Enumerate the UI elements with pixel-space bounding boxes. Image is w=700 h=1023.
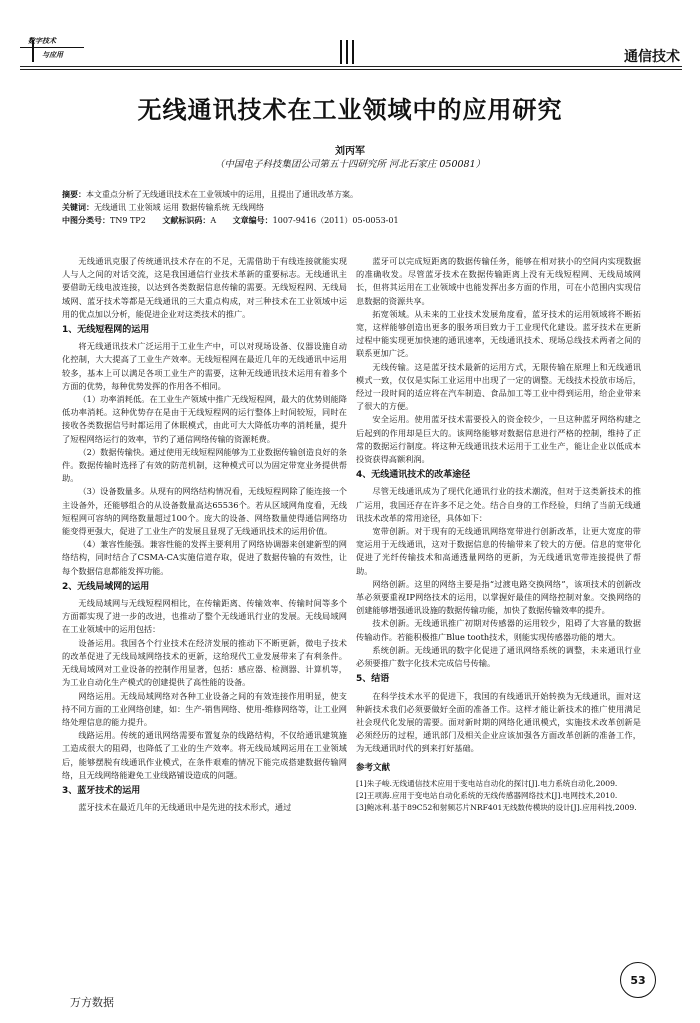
author-name: 刘丙军	[335, 146, 365, 157]
section-heading: 3、蓝牙技术的运用	[62, 785, 141, 796]
source-watermark: 万方数据	[70, 996, 114, 1009]
article-meta	[62, 188, 662, 227]
paragraph: 蓝牙可以完成短距离的数据传输任务，能够在相对狭小的空间内实现数据的准确收发。尽管蓝牙技术在数据传输距离上没有无线短程网、无线局域网长，但将其运用在工业领域中也能发挥出多方面的作用，可在小范围内实现信息数据的资源共享。	[356, 256, 641, 306]
header-bar	[352, 40, 354, 64]
paragraph: 将无线通讯技术广泛运用于工业生产中，可以对现场设备、仪器设施自动化控制，大大提高了工业生产效率。无线短程网在最近几年的无线通讯中运用较多，基本上可以满足各项工业生产的需要，这种无线通讯技术运用有着多个方面的优势，每种优势发挥的作用各不相同。	[62, 341, 347, 391]
article-number-value: 1007-9416（2011）05-0053-01	[272, 216, 399, 225]
paragraph: 尽管无线通讯成为了现代化通讯行业的技术潮流，但对于这类新技术的推广运用，我国还存在许多不足之处。结合自身的工作经验，归纳了当前无线通讯技术改革的常用途径，具体如下：	[356, 486, 641, 523]
classification-row	[62, 214, 662, 227]
paragraph: 系统创新。无线通讯的数字化促进了通讯网络系统的调整，未来通讯行业必须要推广数字化技术完成信号传输。	[356, 644, 641, 669]
header-bar	[346, 40, 348, 64]
article-number-label: 文章编号：	[232, 216, 273, 225]
abstract-text: 本文重点分析了无线通讯技术在工业领域中的运用，且提出了通讯改革方案。	[86, 190, 358, 199]
paragraph: 无线通讯克服了传统通讯技术存在的不足，无需借助于有线连接就能实现人与人之间的对话交流，这是我国通信行业技术革新的重要标志。无线通讯主要借助无线电波连接，以达到各类数据信息传输的需要。无线短程网、无线局域网、蓝牙技术等都是无线通讯的三大重点构成，对三种技术在工业领域中运用的优点加以分析，能促进企业对这类技术的推广。	[62, 256, 347, 319]
paragraph: 技术创新。无线通讯推广初期对传感器的运用较少，阻碍了大容量的数据传输动作。若能积极推广Blue tooth技术，则能实现传感器功能的增大。	[356, 618, 641, 642]
page-number: 53	[630, 973, 646, 987]
reference-item: [1]朱子峻.无线通信技术应用于变电站自动化的探讨[J].电力系统自动化,2009.	[356, 778, 618, 788]
paragraph: 线路运用。传统的通讯网络需要布置复杂的线路结构，不仅给通讯建筑施工造成很大的阻碍，也降低了工业的生产效率。将无线局域网运用在工业领域后，能够摆脱有线通讯作业模式，在条件艰难的情况下能完成搭建数据传输网络，且无线网络能避免工业线路铺设造成的问题。	[62, 730, 347, 780]
section-heading: 5、结语	[356, 674, 390, 685]
header-rule	[20, 69, 682, 70]
doc-label: 文献标识码：	[162, 216, 211, 225]
header-bars	[338, 40, 358, 64]
author-affiliation: （中国电子科技集团公司第五十四研究所 河北石家庄 050081）	[214, 159, 486, 170]
left-column	[62, 255, 347, 814]
paragraph: 在科学技术水平的促进下，我国的有线通讯开始转换为无线通讯，面对这种新技术我们必须要做好全面的准备工作。这样才能让新技术的推广使用满足社会现代化发展的需要。面对新时期的网络化通讯模式，实施技术改革创新是必须经历的过程，通讯部门及相关企业应该加强各方面改革创新的准备工作，为无线通讯时代的到来打好基础。	[356, 690, 641, 754]
page-header	[0, 0, 700, 72]
paragraph: 蓝牙技术在最近几年的无线通讯中是先进的技术形式，通过	[78, 802, 292, 813]
article-title: 无线通讯技术在工业领域中的应用研究	[137, 96, 563, 124]
paragraph: 宽带创新。对于现有的无线通讯网络宽带进行创新改革，让更大宽度的带宽运用于无线通讯，这对于数据信息的传输带来了较大的方便。信息的宽带化促进了光纤传输技术和高通透量网络的更新，为无线通讯宽带连接提供了帮助。	[356, 526, 641, 576]
paragraph: 网络运用。无线局域网络对各种工业设备之间的有效连接作用明显，使支持不同方面的工业网络创建，如：生产-销售网络、使用-维修网络等，让工业网络处理信息的能力提升。	[62, 690, 347, 727]
paragraph: （2）数据传输快。通过使用无线短程网能够为工业数据传输创造良好的条件。数据传输时选择了有效的防范机制，这种模式可以为固定带宽业务提供帮助。	[62, 446, 347, 484]
paragraph: （4）兼容性能强。兼容性能的发挥主要利用了网络协调器来创建新型的网络结构，同时结合了CSMA-CA实施信道存取，促进了数据传输的有效性，让每个数据信息都能发挥功能。	[62, 539, 347, 576]
keywords-row	[62, 201, 662, 214]
references-heading: 参考文献	[356, 762, 391, 773]
logo-line1: 数字技术	[28, 36, 56, 45]
keywords-text: 无线通讯 工业领域 运用 数据传输系统 无线网络	[94, 203, 265, 212]
journal-logo	[20, 36, 84, 64]
clc-value: TN9 TP2	[110, 216, 146, 225]
abstract-label: 摘要：	[62, 190, 86, 199]
paragraph: （1）功率消耗低。在工业生产领域中推广无线短程网，最大的优势则能降低功率消耗。这种优势存在是由于无线短程网的运行整体上时间较短，同时在接收各类数据信号时都运用了休眠模式，由此可大大降低功率的消耗量，提升了短程网络运行的效率，节约了通信网络传输的资源耗费。	[62, 394, 347, 444]
paragraph: 无线局域网与无线短程网相比，在传输距离、传输效率、传输时间等多个方面都实现了进一步的改进，也推动了整个无线通讯行业的发展。无线局域网在工业领域中的运用包括：	[62, 598, 347, 635]
logo-line	[20, 47, 84, 48]
paragraph: 安全运用。使用蓝牙技术需要投入的资金较少，一旦这种蓝牙网络构建之后起到的作用却是巨大的。该网络能够对数据信息进行严格的控制，维持了正常的数据运行制度。将这种无线通讯技术运用于工业生产，能让企业以低成本投资获得高额利润。	[356, 414, 641, 465]
section-tag: 通信技术	[624, 49, 680, 65]
section-heading: 2、无线局域网的运用	[62, 581, 150, 592]
keywords-label: 关键词：	[62, 203, 94, 212]
logo-line2: 与应用	[42, 50, 63, 59]
header-bar	[340, 40, 342, 64]
paragraph: （3）设备数量多。从现有的网络结构情况看，无线短程网除了能连接一个主设备外，还能够组合的从设备数量高达65536个。若从区域网角度看，无线短程网可容纳的网络数量超过100个。庞大的设备、网络数量使得通信网络功能变得更强大，促进了工业生产的发展且显现了无线通讯技术的运用价值。	[62, 486, 347, 537]
paragraph: 无线传输。这是蓝牙技术最新的运用方式，无限传输在原理上和无线通讯模式一致，仅仅是实际工业运用中出现了一定的调整。无线技术投放市场后，经过一段时间的适应将在汽车制造、食品加工等工业中得到运用，给企业带来了很大的方便。	[356, 361, 641, 412]
header-rule	[20, 66, 682, 67]
abstract-row	[62, 188, 662, 201]
reference-item: [2]王项海.应用于变电站自动化系统的无线传感器网络技术[J].电网技术,2010.	[356, 790, 618, 800]
doc-value: A	[210, 216, 217, 225]
clc-label: 中图分类号：	[62, 216, 110, 225]
paragraph: 设备运用。我国各个行业技术在经济发展的推动下不断更新，微电子技术的改革促进了无线局域网络技术的更新，这给现代工业发展带来了有利条件。无线局域网对工业设备的控制作用显著，包括：感应器、检测器、计算机等，为工业自动化生产模式的创建提供了高性能的设备。	[62, 637, 347, 688]
page-number-badge	[620, 962, 656, 998]
section-heading: 4、无线通讯技术的改革途径	[356, 470, 471, 481]
reference-item: [3]鲍冰利.基于89C52和射频芯片NRF401无线数传模块的设计[J].应用科技,2009.	[356, 802, 637, 812]
paragraph: 拓宽领域。从未来的工业技术发展角度看，蓝牙技术的运用领域将不断拓宽，这样能够创造出更多的服务项目致力于工业现代化建设。蓝牙技术在更新过程中能实现更加快速的通讯速率，无线通讯技术、现场总线技术两者之间的联系更加广泛。	[356, 308, 641, 359]
section-heading: 1、无线短程网的运用	[62, 325, 150, 336]
right-column	[356, 255, 641, 814]
paragraph: 网络创新。这里的网络主要是指“过渡电路交换网络”，该项技术的创新改革必须要重视IP网络技术的运用，以掌握好最佳的网络控制对象。交换网络的创建能够增强通讯设施的数据传输功能，加快了数据传输效率的提升。	[356, 578, 641, 616]
